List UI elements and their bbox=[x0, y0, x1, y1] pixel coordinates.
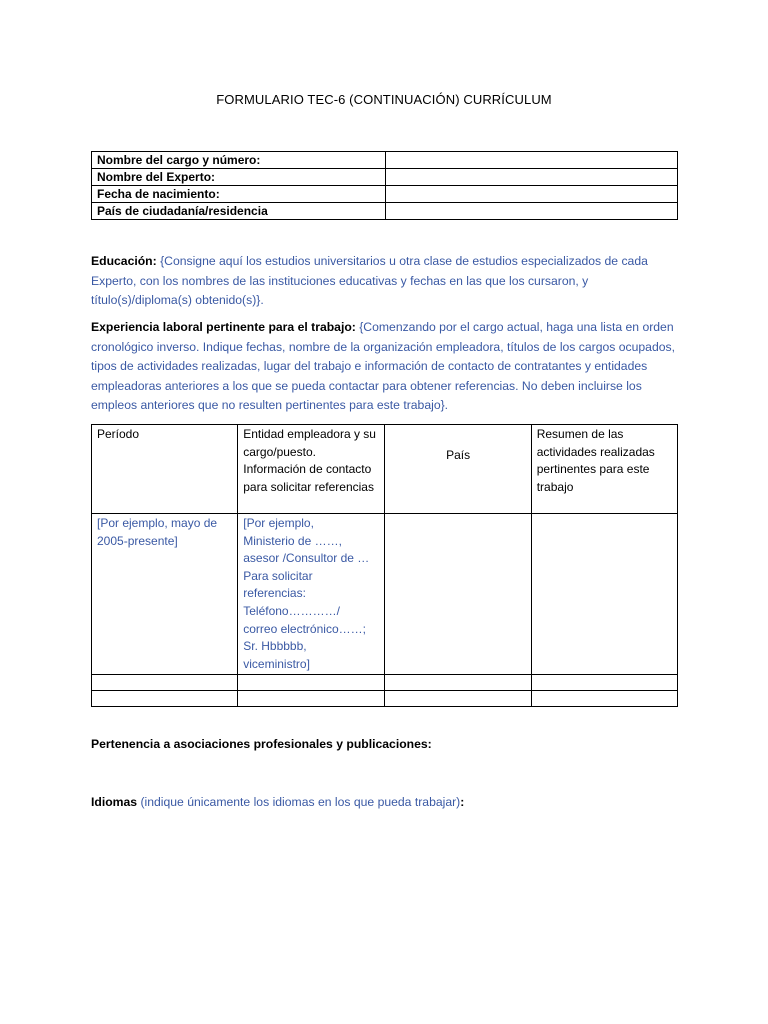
entity-line: [Por ejemplo, bbox=[243, 516, 314, 530]
education-label: Educación: bbox=[91, 254, 157, 268]
example-entity[interactable] bbox=[238, 514, 385, 675]
expert-name-value[interactable] bbox=[386, 169, 678, 186]
birth-date-value[interactable] bbox=[386, 186, 678, 203]
header-country bbox=[385, 425, 531, 514]
entity-line: correo electrónico……; bbox=[243, 621, 366, 636]
example-period[interactable]: [Por ejemplo, mayo de 2005-presente] bbox=[92, 514, 238, 675]
country-label: País de ciudadanía/residencia bbox=[92, 203, 386, 220]
table-header-row bbox=[92, 425, 678, 514]
entity-line: Teléfono…………/ bbox=[243, 603, 340, 618]
example-country[interactable] bbox=[385, 514, 531, 675]
header-period: Período bbox=[92, 425, 238, 514]
table-row bbox=[92, 186, 678, 203]
entity-line: viceministro] bbox=[243, 656, 310, 671]
position-label: Nombre del cargo y número: bbox=[92, 152, 386, 169]
entity-line: Ministerio de ……, bbox=[243, 533, 342, 548]
languages-colon: : bbox=[460, 795, 465, 809]
languages-label: Idiomas bbox=[91, 795, 138, 809]
table-row bbox=[92, 691, 678, 707]
table-row bbox=[92, 514, 678, 675]
table-row bbox=[92, 169, 678, 186]
associations-label: Pertenencia a asociaciones profesionales y publicaciones: bbox=[91, 737, 432, 751]
entity-line: Para solicitar bbox=[243, 568, 313, 583]
empty-cell[interactable] bbox=[385, 691, 531, 707]
example-summary[interactable] bbox=[531, 514, 677, 675]
expert-info-table bbox=[91, 151, 678, 220]
table-row bbox=[92, 203, 678, 220]
empty-cell[interactable] bbox=[92, 675, 238, 691]
birth-date-label: Fecha de nacimiento: bbox=[92, 186, 386, 203]
table-row bbox=[92, 152, 678, 169]
experience-instruction: {Comenzando por el cargo actual, haga una lista en orden cronológico inverso. Indique fechas, nombre de la organización empleadora, títulos de los cargos ocupados, tipos de actividades realizadas, lugar del trabajo e información de contacto de contratantes y entidades empleadoras anteriores a los que se pueda contactar para obtener referencias. No deben incluirse los empleos anteriores que no resulten pertinentes para este trabajo}. bbox=[91, 320, 676, 412]
expert-name-label: Nombre del Experto: bbox=[92, 169, 386, 186]
entity-line: asesor /Consultor de … bbox=[243, 551, 370, 566]
form-title: FORMULARIO TEC-6 (CONTINUACIÓN) CURRÍCULUM bbox=[216, 92, 552, 107]
experience-paragraph bbox=[91, 318, 681, 416]
empty-cell[interactable] bbox=[531, 691, 677, 707]
languages-paragraph bbox=[91, 793, 681, 813]
table-row bbox=[92, 675, 678, 691]
empty-cell[interactable] bbox=[531, 675, 677, 691]
languages-instruction: (indique únicamente los idiomas en los que pueda trabajar) bbox=[140, 795, 461, 809]
entity-line: referencias: bbox=[243, 586, 306, 601]
education-instruction: {Consigne aquí los estudios universitarios u otra clase de estudios especializados de cada Experto, con los nombres de las instituciones educativas y fechas en las que los cursaron, y título(s)/diploma(s) obtenido(s)}. bbox=[91, 254, 648, 307]
empty-cell[interactable] bbox=[238, 675, 385, 691]
education-paragraph bbox=[91, 252, 681, 311]
header-entity: Entidad empleadora y su cargo/puesto. Información de contacto para solicitar referencias bbox=[238, 425, 385, 514]
entity-line: Sr. Hbbbbb, bbox=[243, 639, 307, 654]
header-summary: Resumen de las actividades realizadas pertinentes para este trabajo bbox=[531, 425, 677, 514]
experience-label: Experiencia laboral pertinente para el trabajo: bbox=[91, 320, 356, 334]
empty-cell[interactable] bbox=[238, 691, 385, 707]
header-country-text: País bbox=[446, 448, 471, 463]
empty-cell[interactable] bbox=[385, 675, 531, 691]
experience-table bbox=[91, 424, 678, 707]
country-value[interactable] bbox=[386, 203, 678, 220]
position-value[interactable] bbox=[386, 152, 678, 169]
empty-cell[interactable] bbox=[92, 691, 238, 707]
